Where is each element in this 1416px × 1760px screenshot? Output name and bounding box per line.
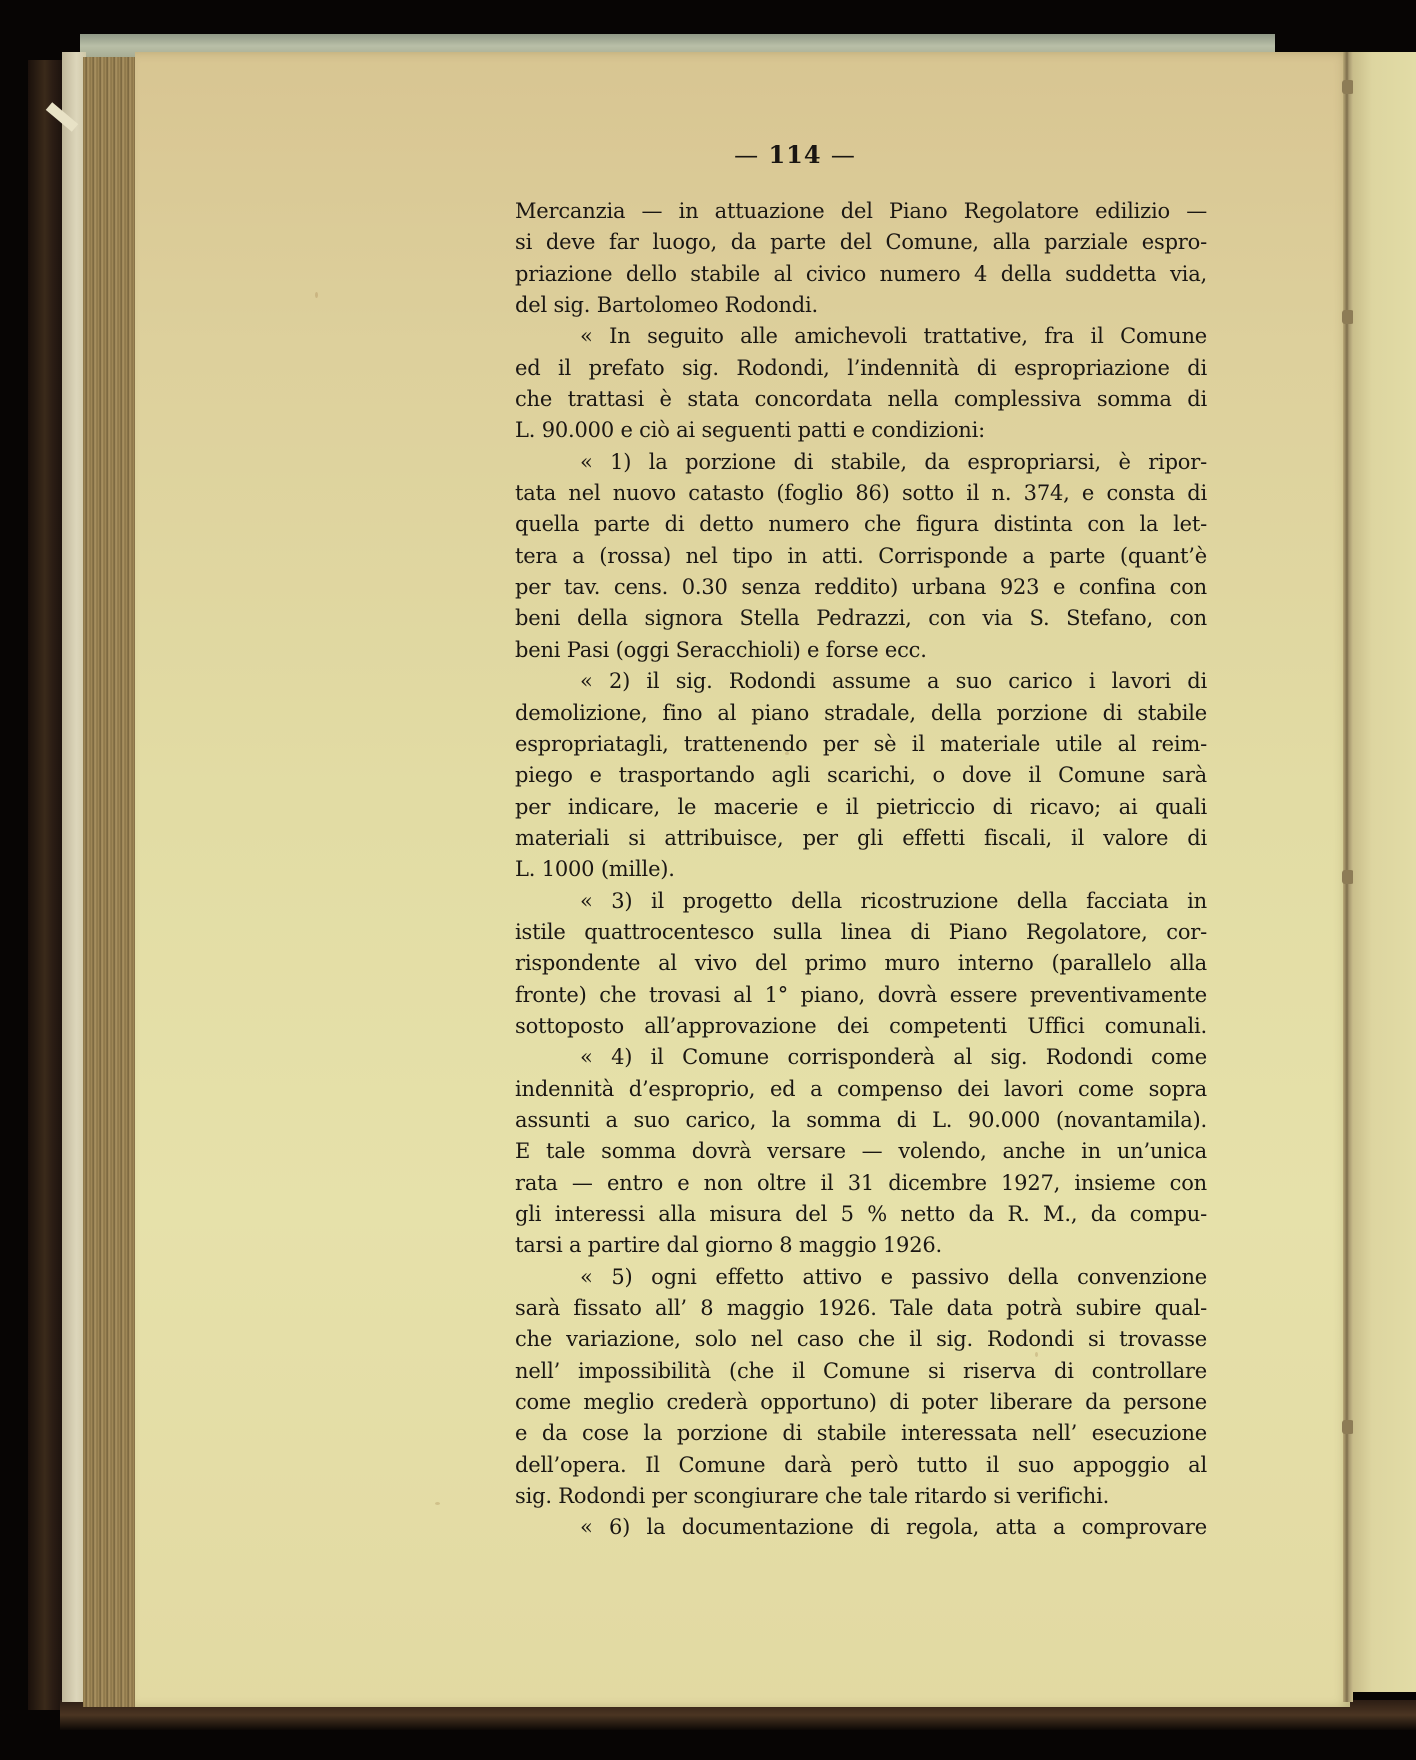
text-line: assunti a suo carico, la somma di L. 90.000 (novantamila). (515, 1107, 1207, 1132)
text-line: demolizione, fino al piano stradale, della porzione di stabile (515, 700, 1207, 725)
text-line: L. 1000 (mille). (515, 857, 675, 882)
text-line: beni della signora Stella Pedrazzi, con via S. Stefano, con (515, 606, 1207, 631)
text-line: tera a (rossa) nel tipo in atti. Corrisponde a parte (quant’è (515, 543, 1207, 568)
text-line: rispondente al vivo del primo muro interno (parallelo alla (515, 951, 1207, 976)
text-line: istile quattrocentesco sulla linea di Piano Regolatore, cor- (515, 919, 1207, 944)
text-line: che trattasi è stata concordata nella complessiva somma di (515, 387, 1207, 412)
text-line: che variazione, solo nel caso che il sig. Rodondi si trovasse (515, 1327, 1207, 1352)
text-line: beni Pasi (oggi Seracchioli) e forse ecc. (515, 637, 927, 662)
text-line: L. 90.000 e ciò ai seguenti patti e condizioni: (515, 418, 985, 443)
text-line: gli interessi alla misura del 5 % netto da R. M., da compu- (515, 1202, 1207, 1226)
text-line: piego e trasportando agli scarichi, o dove il Comune sarà (515, 763, 1207, 788)
text-line: nell’ impossibilità (che il Comune si riserva di controllare (515, 1358, 1207, 1383)
text-line: « In seguito alle amichevoli trattative, fra il Comune (580, 324, 1207, 349)
facing-page-sliver (1353, 52, 1416, 1692)
paper-speck (435, 1502, 440, 1505)
text-line: rata — entro e non oltre il 31 dicembre 1927, insieme con (515, 1170, 1207, 1195)
text-line: « 5) ogni effetto attivo e passivo della convenzione (580, 1264, 1207, 1289)
text-line: ed il prefato sig. Rodondi, l’indennità di espropriazione di (515, 355, 1207, 380)
text-line: e da cose la porzione di stabile interessata nell’ esecuzione (515, 1421, 1207, 1446)
text-line: del sig. Bartolomeo Rodondi. (515, 293, 818, 318)
page-number-dash-left: — (734, 141, 760, 169)
text-line: si deve far luogo, da parte del Comune, alla parziale espro- (515, 230, 1207, 255)
text-line: « 6) la documentazione di regola, atta a comprovare (580, 1515, 1207, 1540)
paper-speck (315, 292, 318, 298)
text-line: tata nel nuovo catasto (foglio 86) sotto il n. 374, e consta di (515, 481, 1207, 506)
page-number-value: 114 (768, 140, 822, 169)
text-line: sottoposto all’approvazione dei competenti Uffici comunali. (515, 1013, 1207, 1038)
text-line: fronte) che trovasi al 1° piano, dovrà essere preventivamente (515, 982, 1207, 1007)
text-line: quella parte di detto numero che figura distinta con la let- (515, 512, 1207, 537)
text-line: materiali si attribuisce, per gli effetti fiscali, il valore di (515, 825, 1207, 850)
page-edges-stack (83, 57, 136, 1707)
text-line: come meglio crederà opportuno) di poter liberare da persone (515, 1390, 1207, 1415)
text-line: sarà fissato all’ 8 maggio 1926. Tale data potrà subire qual- (515, 1296, 1207, 1321)
text-line: « 3) il progetto della ricostruzione della facciata in (580, 888, 1207, 913)
text-line: dell’opera. Il Comune darà però tutto il suo appoggio al (515, 1452, 1207, 1477)
text-line: « 2) il sig. Rodondi assume a suo carico i lavori di (580, 669, 1207, 694)
text-line: per indicare, le macerie e il pietriccio di ricavo; ai quali (515, 794, 1207, 819)
text-line: tarsi a partire dal giorno 8 maggio 1926. (515, 1233, 943, 1258)
text-line: « 1) la porzione di stabile, da espropriarsi, è ripor- (580, 449, 1207, 474)
page-number (0, 140, 1416, 169)
page-number-dash-right: — (830, 141, 856, 169)
text-line: espropriatagli, trattenendo per sè il materiale utile al reim- (515, 731, 1207, 756)
text-line: « 4) il Comune corrisponderà al sig. Rodondi come (580, 1045, 1207, 1070)
text-line: sig. Rodondi per scongiurare che tale ritardo si verifichi. (515, 1484, 1110, 1509)
text-line: indennità d’esproprio, ed a compenso dei lavori come sopra (515, 1076, 1207, 1101)
body-text (515, 196, 1207, 1544)
text-line: E tale somma dovrà versare — volendo, anche in un’unica (515, 1139, 1207, 1164)
text-line: priazione dello stabile al civico numero 4 della suddetta via, (515, 261, 1207, 286)
text-line: Mercanzia — in attuazione del Piano Regolatore edilizio — (515, 199, 1207, 223)
text-line: per tav. cens. 0.30 senza reddito) urbana 923 e confina con (515, 575, 1207, 600)
